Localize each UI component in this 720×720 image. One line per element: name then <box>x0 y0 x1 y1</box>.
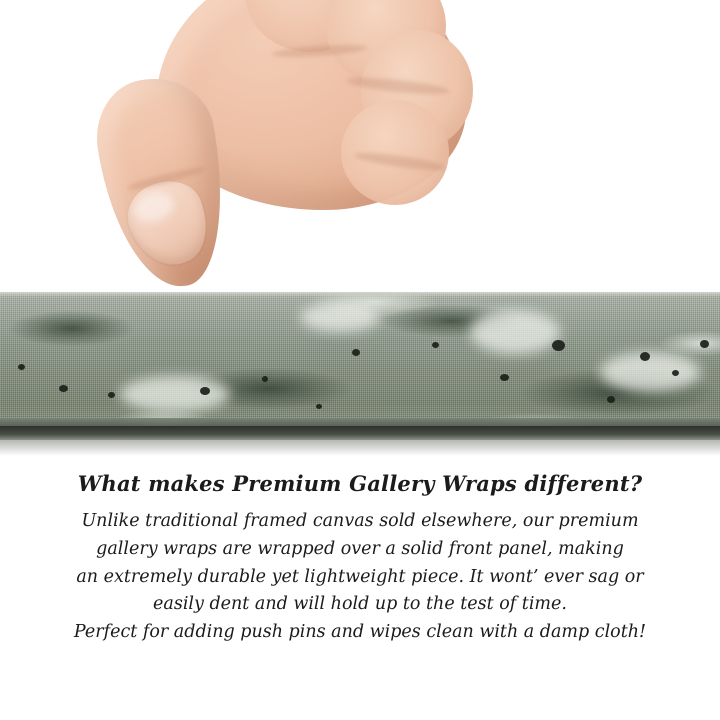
canvas-speck <box>500 374 509 381</box>
canvas-speck <box>432 342 439 348</box>
canvas-speck <box>59 385 68 392</box>
hand-thumb-pressing-icon <box>96 0 476 292</box>
caption-line: an extremely durable yet lightweight piece. It wont’ ever sag or <box>76 566 644 587</box>
canvas-speck <box>640 352 650 361</box>
canvas-speck <box>352 349 360 356</box>
canvas-speck <box>262 376 268 382</box>
canvas-bevel-edge <box>0 418 720 426</box>
canvas-speck <box>18 364 25 370</box>
caption-line: easily dent and will hold up to the test of time. <box>153 594 567 615</box>
hand-region <box>0 0 720 292</box>
canvas-speck <box>672 370 679 376</box>
canvas-light-patch <box>300 302 380 332</box>
canvas-drop-shadow <box>0 440 720 456</box>
canvas-speck <box>316 404 322 409</box>
canvas-speck <box>200 387 210 395</box>
canvas-light-patch <box>600 352 700 392</box>
canvas-light-patch <box>120 376 230 412</box>
canvas-speck <box>607 396 615 403</box>
caption-line: gallery wraps are wrapped over a solid front panel, making <box>96 538 624 559</box>
canvas-speck <box>552 340 565 351</box>
canvas-speck <box>700 340 709 348</box>
caption-heading: What makes Premium Gallery Wraps different? <box>77 471 643 496</box>
canvas-light-patch <box>470 310 560 354</box>
canvas-bottom-shadow <box>0 426 720 440</box>
caption-line: Unlike traditional framed canvas sold elsewhere, our premium <box>81 511 639 532</box>
canvas-edge-strip <box>0 292 720 440</box>
caption-block <box>0 470 720 647</box>
canvas-speck <box>108 392 115 398</box>
canvas-top-highlight <box>0 292 720 297</box>
caption-line: Perfect for adding push pins and wipes clean with a damp cloth! <box>73 621 647 642</box>
caption-body <box>0 508 720 646</box>
